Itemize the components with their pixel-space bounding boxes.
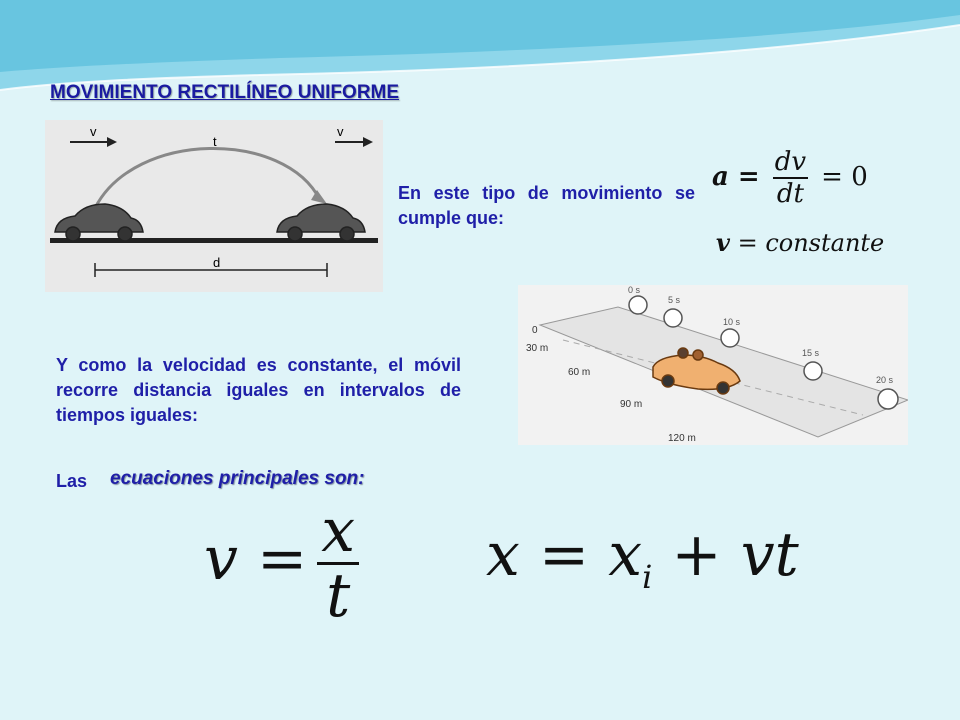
time-15: 15 s: [802, 348, 820, 358]
equations-subtitle: ecuaciones principales son:: [110, 468, 365, 489]
time-0: 0 s: [628, 285, 641, 295]
clock-icon: [878, 389, 898, 409]
acceleration-formula: a = $\frac{dv}{dt}$ = 0: [712, 147, 868, 209]
position-formula: $x = x_i$ + vt: [486, 520, 799, 596]
t-label: t: [213, 134, 217, 149]
d-label: d: [213, 255, 221, 270]
road-timing-diagram: [518, 285, 908, 445]
dist-120: 120 m: [668, 433, 696, 444]
dist-0: 0: [532, 325, 538, 336]
dist-30: 30 m: [526, 343, 549, 354]
las-label: Las: [56, 471, 88, 491]
clock-icon: [664, 309, 682, 327]
time-5: 5 s: [668, 295, 681, 305]
time-10: 10 s: [723, 317, 741, 327]
dist-90: 90 m: [620, 399, 643, 410]
v-right-label: v: [337, 124, 344, 139]
clock-icon: [804, 362, 822, 380]
velocity-formula: v = $\frac{x}{t}$: [204, 500, 359, 627]
clock-icon: [629, 296, 647, 314]
slide-title: MOVIMIENTO RECTILÍNEO UNIFORME: [50, 82, 400, 103]
car-right-icon: [277, 204, 365, 241]
paragraph-velocity: Y como la velocidad es constante, el móvil recorre distancia iguales en intervalos de tiempos iguales:: [56, 355, 461, 425]
paragraph-intro: En este tipo de movimiento se cumple que:: [398, 183, 695, 228]
clock-icon: [721, 329, 739, 347]
velocity-constant-formula: v = constante: [716, 228, 885, 257]
car-motion-diagram: [45, 120, 383, 292]
car-left-icon: [55, 204, 143, 241]
v-left-label: v: [90, 124, 97, 139]
dist-60: 60 m: [568, 367, 591, 378]
time-20: 20 s: [876, 375, 894, 385]
